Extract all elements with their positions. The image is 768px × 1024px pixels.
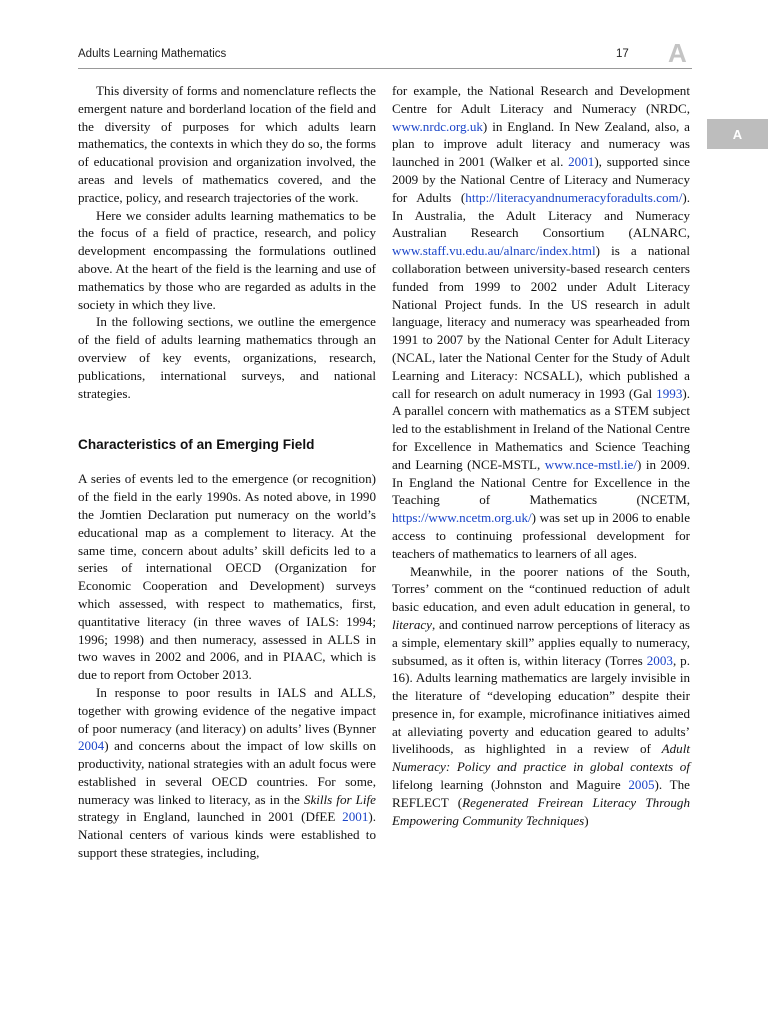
citation-link[interactable]: 2005	[628, 777, 655, 793]
paragraph: Meanwhile, in the poorer nations of the South, Torres’ comment on the “continued reduction of adult basic education, and even adult education in general, to literacy, and continued narrow perceptions of literacy as a simple, elementary skill” applies equally to numeracy, subsumed, as it often is, within literacy (Torres 2003, p. 16). Adults learning mathematics are largely invisible in the literature of “developing education” despite their presence in, for example, microfinance initiatives aimed at alleviating poverty and education geared to adults’ livelihoods, as highlighted in a review of Adult Numeracy: Policy and practice in global contexts of lifelong learning (Johnston and Maguire 2005). The REFLECT (Regenerated Freirean Literacy Through Empowering Community Techniques)	[392, 563, 690, 828]
paragraph: This diversity of forms and nomenclature reflects the emergent nature and borderland location of the field and the diversity of purposes for which adults learn mathematics, the contexts in which they do so, the forms of educational provision and organization involved, the areas and levels of mathematics covered, and the practice, policy, and research trajectories of the work.	[78, 83, 376, 205]
url-link-nce-mstl[interactable]: www.nce-mstl.ie/	[544, 456, 637, 472]
section-letter: A	[668, 38, 687, 68]
paragraph: In response to poor results in IALS and ALLS, together with growing evidence of the negative impact of poor numeracy (and literacy) on adults’ lives (Bynner 2004) and concerns about the impact of low skills on productivity, national strategies with an adult focus were established in several OECD countries. For some, numeracy was linked to literacy, as in the Skills for Life strategy in England, launched in 2001 (DfEE 2001). National centers of various kinds were established to support these strategies, including,	[78, 684, 376, 861]
url-link-ncetm[interactable]: https://www.ncetm.org.uk/	[392, 510, 532, 526]
thumb-index-tab: A	[707, 119, 768, 149]
section-heading: Characteristics of an Emerging Field	[78, 437, 315, 453]
url-link-nrdc[interactable]: www.nrdc.org.uk	[392, 118, 483, 134]
url-link-alnarc[interactable]: www.staff.vu.edu.au/alnarc/index.html	[392, 243, 596, 259]
url-link-literacy-numeracy-adults[interactable]: http://literacyandnumeracyforadults.com/	[465, 189, 683, 205]
left-column	[78, 82, 376, 862]
running-title: Adults Learning Mathematics	[78, 48, 227, 60]
paragraph: Here we consider adults learning mathematics to be the focus of a field of practice, research, and policy development encompassing the formulations outlined above. At the heart of the field is the learning and use of mathematics by those who are regarded as adults in the society in which they live.	[78, 207, 376, 312]
paragraph: In the following sections, we outline the emergence of the field of adults learning mathematics through an overview of key events, organizations, research, publications, international surveys, and national strategies.	[78, 314, 376, 401]
citation-link[interactable]: 2001	[568, 154, 595, 170]
page-header	[78, 40, 692, 70]
paragraph: for example, the National Research and Development Centre for Adult Literacy and Numeracy (NRDC, www.nrdc.org.uk) in England. In New Zealand, also, a plan to improve adult literacy and numeracy was launched in 2001 (Walker et al. 2001), supported since 2009 by the National Centre of Literacy and Numeracy for Adults (http://literacyandnumeracyforadults.com/). In Australia, the Adult Literacy and Numeracy Australian Research Consortium (ALNARC, www.staff.vu.edu.au/alnarc/index.html) is a national collaboration between university-based research centers funded from 1999 to 2002 under Adult Literacy National Project funds. In the US research in adult language, literacy and numeracy was spearheaded from 1991 to 2007 by the National Center for Adult Literacy (NCAL, later the National Center for the Study of Adult Learning and Literacy: NCSALL), which published a call for research on adult numeracy in 1993 (Gal 1993). A parallel concern with mathematics as a STEM subject led to the establishment in Ireland of the National Centre for Excellence in Mathematics and Science Teaching and Learning (NCE-MSTL, www.nce-mstl.ie/) in 2009. In England the National Centre for Excellence in the Teaching of Mathematics (NCETM, https://www.ncetm.org.uk/) was set up in 2006 to enable access to continuing professional development for teachers of mathematics to learners of all ages.	[392, 83, 690, 561]
right-column	[392, 82, 690, 829]
header-rule	[78, 68, 692, 69]
citation-link[interactable]: 2001	[342, 809, 369, 825]
paragraph: A series of events led to the emergence (or recognition) of the field in the early 1990s. As noted above, in 1990 the Jomtien Declaration put numeracy on the world’s educational map as a complement to literacy. At the same time, concern about adults’ skill deficits led to a series of international OECD (Organization for Economic Cooperation and Development) surveys which assessed, with respect to mathematics, first, quantitative literacy (in three waves of IALS: 1994; 1996; 1998) and then numeracy, assessed in ALLS in two waves in 2002 and 2006, and in PIAAC, which is due to report from October 2013.	[78, 471, 376, 683]
page-number: 17	[616, 48, 629, 60]
citation-link[interactable]: 2003	[646, 652, 673, 668]
citation-link[interactable]: 1993	[656, 385, 683, 401]
citation-link[interactable]: 2004	[78, 738, 105, 754]
